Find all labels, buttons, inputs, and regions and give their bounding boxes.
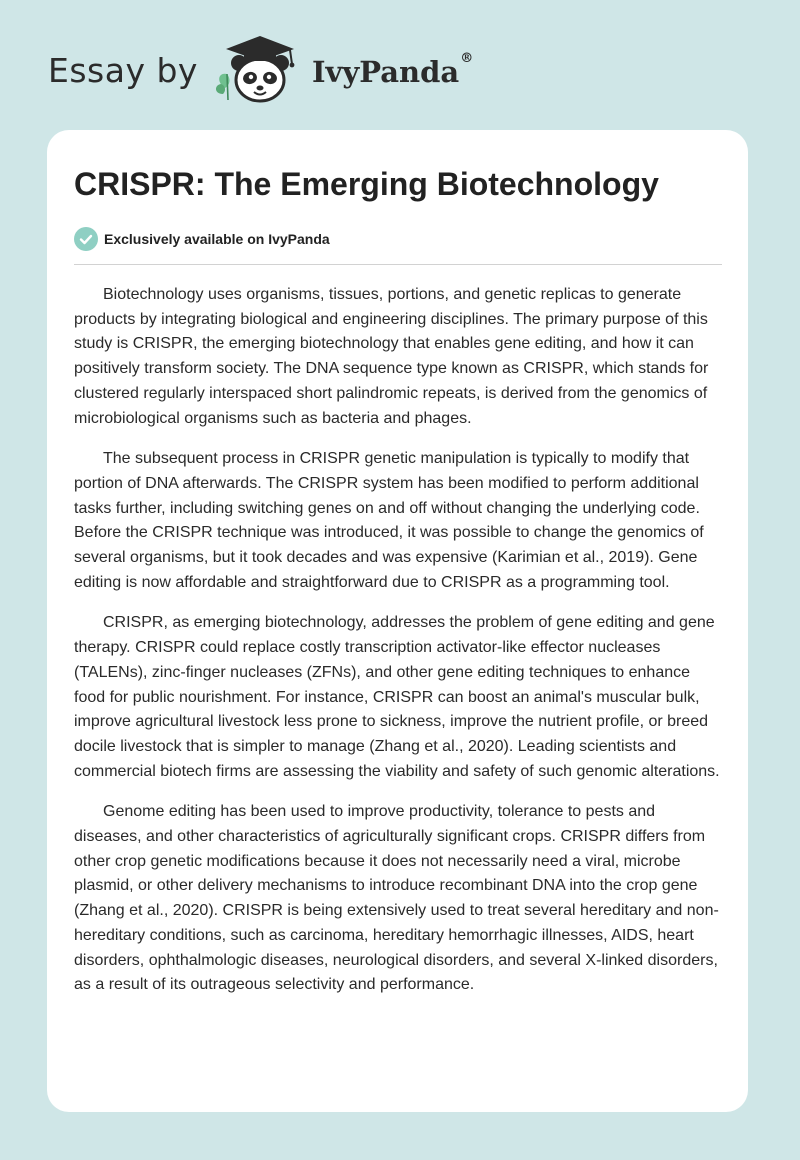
- page-title: CRISPR: The Emerging Biotechnology: [74, 166, 659, 202]
- essay-card: [47, 130, 748, 1112]
- panda-logo-icon: [212, 30, 308, 110]
- paragraph: Biotechnology uses organisms, tissues, portions, and genetic replicas to generate products by integrating biological and engineering disciplines. The primary purpose of this study is CRISPR, the emerging biotechnology that enables gene editing, and how it can positively transform society. The DNA sequence type known as CRISPR, which stands for clustered regularly interspaced short palindromic repeats, is derived from the genomics of microbiological organisms such as bacteria and phages.: [74, 286, 709, 427]
- brand-name: [311, 51, 474, 89]
- essay-body: [74, 283, 722, 998]
- divider: [74, 264, 722, 265]
- availability-text: Exclusively available on IvyPanda: [104, 231, 330, 247]
- paragraph: Genome editing has been used to improve productivity, tolerance to pests and diseases, and other characteristics of agriculturally significant crops. CRISPR differs from other crop genetic modifications because it does not necessarily need a viral, microbe plasmid, or other delivery mechanisms to introduce recombinant DNA into the crop gene (Zhang et al., 2020). CRISPR is being extensively used to treat several hereditary and non-hereditary conditions, such as carcinoma, hereditary hemorrhagic illnesses, AIDS, heart disorders, ophthalmologic diseases, neurological disorders, and several X-linked disorders, as a result of its outrageous selectivity and performance.: [74, 803, 719, 994]
- availability-badge: [74, 226, 722, 252]
- brand-prefix: Essay by: [48, 50, 198, 90]
- brand-header: [48, 30, 473, 110]
- paragraph: The subsequent process in CRISPR genetic manipulation is typically to modify that portion of DNA afterwards. The CRISPR system has been modified to perform additional tasks further, including switching genes on and off without changing the underlying code. Before the CRISPR technique was introduced, it was possible to change the genomics of several organisms, but it took decades and was expensive (Karimian et al., 2019). Gene editing is now affordable and straightforward due to CRISPR as a programming tool.: [74, 450, 704, 591]
- registered-mark: ®: [460, 51, 474, 66]
- brand-name-text: IvyPanda: [311, 55, 460, 89]
- paragraph: CRISPR, as emerging biotechnology, addresses the problem of gene editing and gene therapy. CRISPR could replace costly transcription activator-like effector nucleases (TALENs), zinc-finger nucleases (ZFNs), and other gene editing techniques to enhance food for public nourishment. For instance, CRISPR can boost an animal's muscular bulk, improve agricultural livestock less prone to sickness, improve the nutrient profile, or breed docile livestock that is simpler to manage (Zhang et al., 2020). Leading scientists and commercial biotech firms are assessing the viability and safety of such genomic alterations.: [74, 614, 720, 780]
- check-circle-icon: [74, 227, 98, 251]
